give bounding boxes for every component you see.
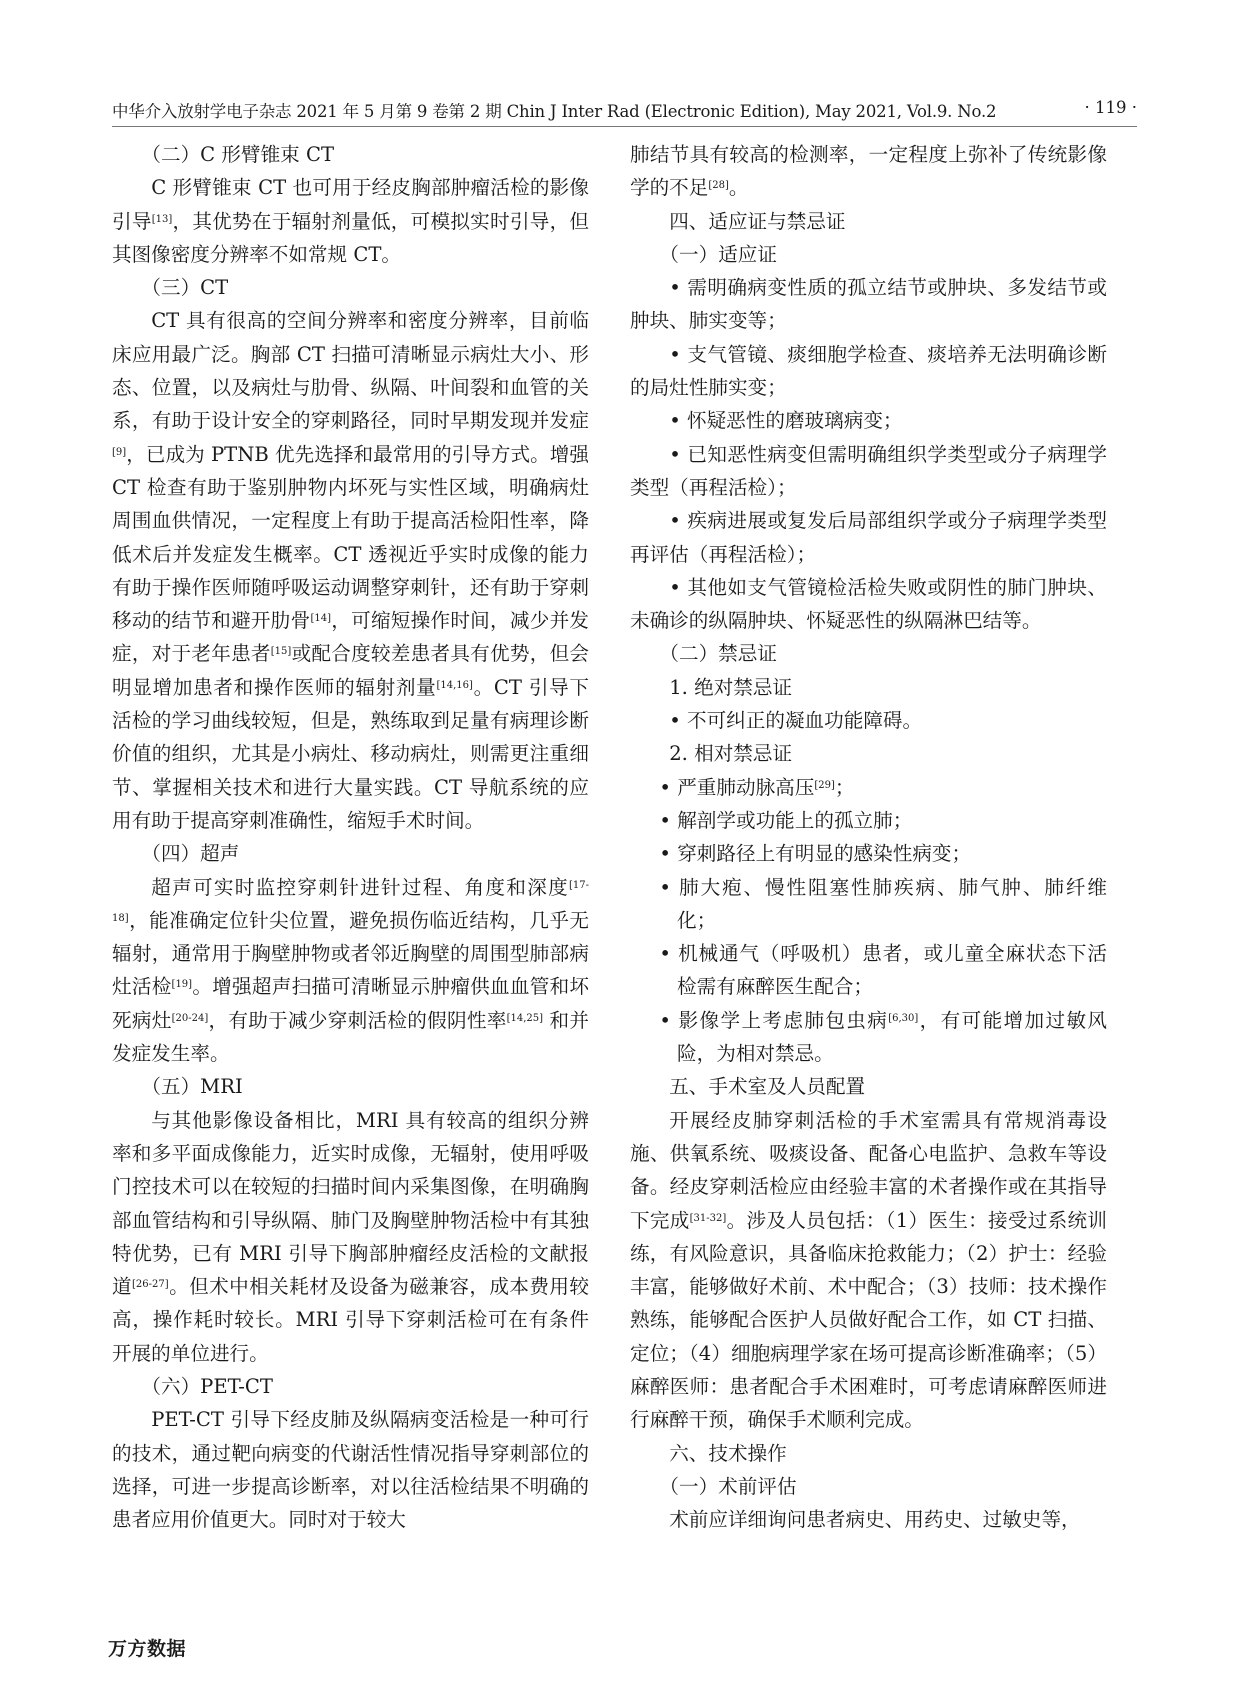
citation-ref: [31-32] — [689, 1212, 727, 1224]
paragraph-text: 。涉及人员包括：（1）医生：接受过系统训练，有风险意识，具备临床抢救能力；（2）护士：经验丰富，能够做好术前、术中配合；（3）技师：技术操作熟练，能够配合医护人员做好配合工作，如 CT 扫描、定位；（4）细胞病理学家在场可提高诊断准确率；（5）麻醉医师：患者配合手术困难时，可考虑请麻醉医师进行麻醉干预，确保手术顺利完成。 — [630, 1208, 1108, 1432]
paragraph — [630, 1470, 1107, 1503]
paragraph-text: C 形臂锥束 CT 也可用于经皮胸部肿瘤活检的影像引导 — [112, 176, 589, 233]
paragraph-text: • 不可纠正的凝血功能障碍。 — [669, 709, 923, 733]
paragraph-text: 超声可实时监控穿刺针进针过程、角度和深度 — [151, 875, 569, 899]
paragraph — [630, 271, 1107, 338]
paragraph-text: • 怀疑恶性的磨玻璃病变； — [669, 409, 903, 433]
paragraph — [630, 704, 1107, 737]
paragraph — [630, 1104, 1107, 1437]
paragraph-text: • 穿刺路径上有明显的感染性病变； — [659, 842, 972, 866]
paragraph — [630, 871, 1107, 938]
paragraph-text: ，已成为 PTNB 优先选择和最常用的引导方式。增强 CT 检查有助于鉴别肿物内坏死与实性区域，明确病灶周围血供情况，一定程度上有助于提高活检阳性率，降低术后并发症发生概率。CT 透视近乎实时成像的能力有助于操作医师随呼吸运动调整穿刺针，还有助于穿刺移动的结节和避开肋骨 — [112, 442, 589, 633]
paragraph — [112, 1070, 589, 1103]
paragraph-text: 2. 相对禁忌证 — [669, 742, 793, 766]
paragraph — [630, 837, 1107, 870]
citation-ref: [19] — [171, 979, 193, 991]
paragraph-text: PET-CT 引导下经皮肺及纵隔病变活检是一种可行的技术，通过靶向病变的代谢活性情况指导穿刺部位的选择，可进一步提高诊断率，对以往活检结果不明确的患者应用价值更大。同时对于较大 — [112, 1408, 589, 1532]
paragraph-text: • 需明确病变性质的孤立结节或肿块、多发结节或肿块、肺实变等； — [630, 276, 1107, 333]
paragraph — [630, 671, 1107, 704]
paragraph-text: （二）C 形臂锥束 CT — [141, 143, 335, 166]
paragraph-text: （三）CT — [141, 276, 229, 300]
paragraph — [112, 271, 589, 304]
journal-citation: 中华介入放射学电子杂志 2021 年 5 月第 9 卷第 2 期 Chin J Inter Rad (Electronic Edition), May 2021, Vol.9. No.2 — [112, 102, 997, 121]
paragraph — [112, 304, 589, 837]
paragraph-text: 六、技术操作 — [669, 1441, 787, 1465]
paragraph-text: （一）适应证 — [659, 242, 777, 266]
paragraph — [630, 138, 1107, 205]
citation-ref: [14,16] — [436, 679, 473, 691]
paragraph-text: 。增强超声扫描可清晰显示肿瘤供血血管和坏死病灶 — [112, 975, 590, 1032]
paragraph — [630, 238, 1107, 271]
paragraph-text: （四）超声 — [141, 842, 240, 866]
citation-ref: [14] — [310, 613, 331, 625]
paragraph-text: 与其他影像设备相比，MRI 具有较高的组织分辨率和多平面成像能力，近实时成像，无辐射，使用呼吸门控技术可以在较短的扫描时间内采集图像，在明确胸部血管结构和引导纵隔、肺门及胸壁肿物活检中有其独特优势，已有 MRI 引导下胸部肿瘤经皮活检的文献报道 — [112, 1108, 589, 1299]
citation-ref: [13] — [151, 213, 173, 225]
paragraph-text: 肺结节具有较高的检测率，一定程度上弥补了传统影像学的不足 — [630, 143, 1107, 200]
paragraph-text: • 疾病进展或复发后局部组织学或分子病理学类型再评估（再程活检）； — [630, 509, 1107, 566]
paragraph — [630, 571, 1107, 638]
citation-ref: [6,30] — [888, 1012, 919, 1024]
citation-ref: [9] — [112, 446, 127, 458]
citation-ref: [29] — [814, 779, 835, 791]
paragraph — [630, 737, 1107, 770]
paragraph-text: ； — [834, 775, 855, 799]
paragraph-text: ，有助于减少穿刺活检的假阴性率 — [208, 1008, 507, 1032]
paragraph-text: （一）术前评估 — [659, 1474, 797, 1498]
paragraph-text: ，有可能增加过敏风险，为相对禁忌。 — [677, 1008, 1108, 1066]
paragraph-text: • 解剖学或功能上的孤立肺； — [659, 808, 913, 832]
paragraph-text: 术前应详细询问患者病史、用药史、过敏史等， — [669, 1508, 1081, 1532]
paragraph-text: （六）PET-CT — [141, 1374, 273, 1398]
page-number: · 119 · — [1084, 98, 1137, 117]
paragraph-text: （五）MRI — [141, 1075, 243, 1099]
paragraph — [630, 771, 1107, 804]
paragraph — [630, 1070, 1107, 1103]
paragraph-text: 四、适应证与禁忌证 — [669, 209, 846, 233]
paragraph — [112, 1104, 589, 1370]
paragraph-text: 。但术中相关耗材及设备为磁兼容，成本费用较高，操作耗时较长。MRI 引导下穿刺活检可在有条件开展的单位进行。 — [112, 1275, 590, 1365]
watermark-text: 万方数据 — [108, 1638, 187, 1660]
running-header — [112, 98, 1137, 122]
paragraph — [112, 837, 589, 870]
citation-ref: [20-24] — [171, 1012, 209, 1024]
paragraph-text: 1. 绝对禁忌证 — [669, 675, 793, 699]
left-column — [112, 138, 589, 1536]
citation-ref: [28] — [708, 180, 729, 192]
paragraph-text: ，能准确定位针尖位置，避免损伤临近结构，几乎无辐射，通常用于胸壁肿物或者邻近胸壁的周围型肺部病灶活检 — [112, 908, 589, 999]
citation-ref: [26-27] — [132, 1279, 169, 1291]
paragraph — [630, 937, 1107, 1004]
paragraph-text: 五、手术室及人员配置 — [669, 1075, 866, 1099]
right-column — [630, 138, 1107, 1536]
paragraph-text: • 严重肺动脉高压 — [659, 775, 815, 799]
paragraph — [630, 637, 1107, 670]
paragraph — [630, 338, 1107, 405]
citation-ref: [14,25] — [506, 1012, 544, 1024]
paragraph-text: • 已知恶性病变但需明确组织学类型或分子病理学类型（再程活检）； — [630, 442, 1107, 499]
paragraph-text: CT 具有很高的空间分辨率和密度分辨率，目前临床应用最广泛。胸部 CT 扫描可清晰显示病灶大小、形态、位置，以及病灶与肋骨、纵隔、叶间裂和血管的关系，有助于设计安全的穿刺路径，同时早期发现并发症 — [112, 309, 589, 433]
citation-ref: [15] — [270, 646, 292, 658]
paragraph-text: • 其他如支气管镜检活检失败或阴性的肺门肿块、未确诊的纵隔肿块、怀疑恶性的纵隔淋巴结等。 — [630, 575, 1107, 633]
paragraph-text: 。CT 引导下活检的学习曲线较短，但是，熟练取到足量有病理诊断价值的组织，尤其是小病灶、移动病灶，则需更注重细节、掌握相关技术和进行大量实践。CT 导航系统的应用有助于提高穿刺准确性，缩短手术时间。 — [112, 675, 589, 832]
paragraph-text: 。 — [728, 176, 749, 200]
paragraph — [112, 1370, 589, 1403]
paragraph-text: • 支气管镜、痰细胞学检查、痰培养无法明确诊断的局灶性肺实变； — [630, 342, 1107, 400]
paragraph — [112, 1403, 589, 1536]
paragraph — [112, 171, 589, 271]
paragraph-text: 或配合度较差患者具有优势，但会明显增加患者和操作医师的辐射剂量 — [112, 642, 590, 699]
paragraph — [630, 205, 1107, 238]
paragraph-text: • 影像学上考虑肺包虫病 — [659, 1008, 889, 1032]
paragraph-text: • 肺大疱、慢性阻塞性肺疾病、肺气肿、肺纤维化； — [659, 875, 1107, 932]
paragraph — [630, 804, 1107, 837]
paragraph — [112, 138, 589, 171]
paragraph — [630, 1004, 1107, 1071]
paragraph-text: （二）禁忌证 — [659, 642, 777, 666]
paragraph — [630, 438, 1107, 505]
paragraph — [112, 871, 589, 1071]
paragraph — [630, 1437, 1107, 1470]
paragraph — [630, 1503, 1107, 1536]
paragraph-text: 和并发症发生率。 — [112, 1008, 590, 1066]
paragraph-text: ，可缩短操作时间，减少并发症，对于老年患者 — [112, 609, 590, 666]
paragraph-text: 开展经皮肺穿刺活检的手术室需具有常规消毒设施、供氧系统、吸痰设备、配备心电监护、急救车等设备。经皮穿刺活检应由经验丰富的术者操作或在其指导下完成 — [630, 1108, 1107, 1232]
paragraph — [630, 504, 1107, 571]
paragraph-text: ，其优势在于辐射剂量低，可模拟实时引导，但其图像密度分辨率不如常规 CT。 — [112, 209, 590, 266]
header-rule — [112, 126, 1137, 127]
citation-ref: [17-18] — [112, 879, 589, 924]
paragraph — [630, 404, 1107, 437]
paragraph-text: • 机械通气（呼吸机）患者，或儿童全麻状态下活检需有麻醉医生配合； — [659, 942, 1107, 999]
